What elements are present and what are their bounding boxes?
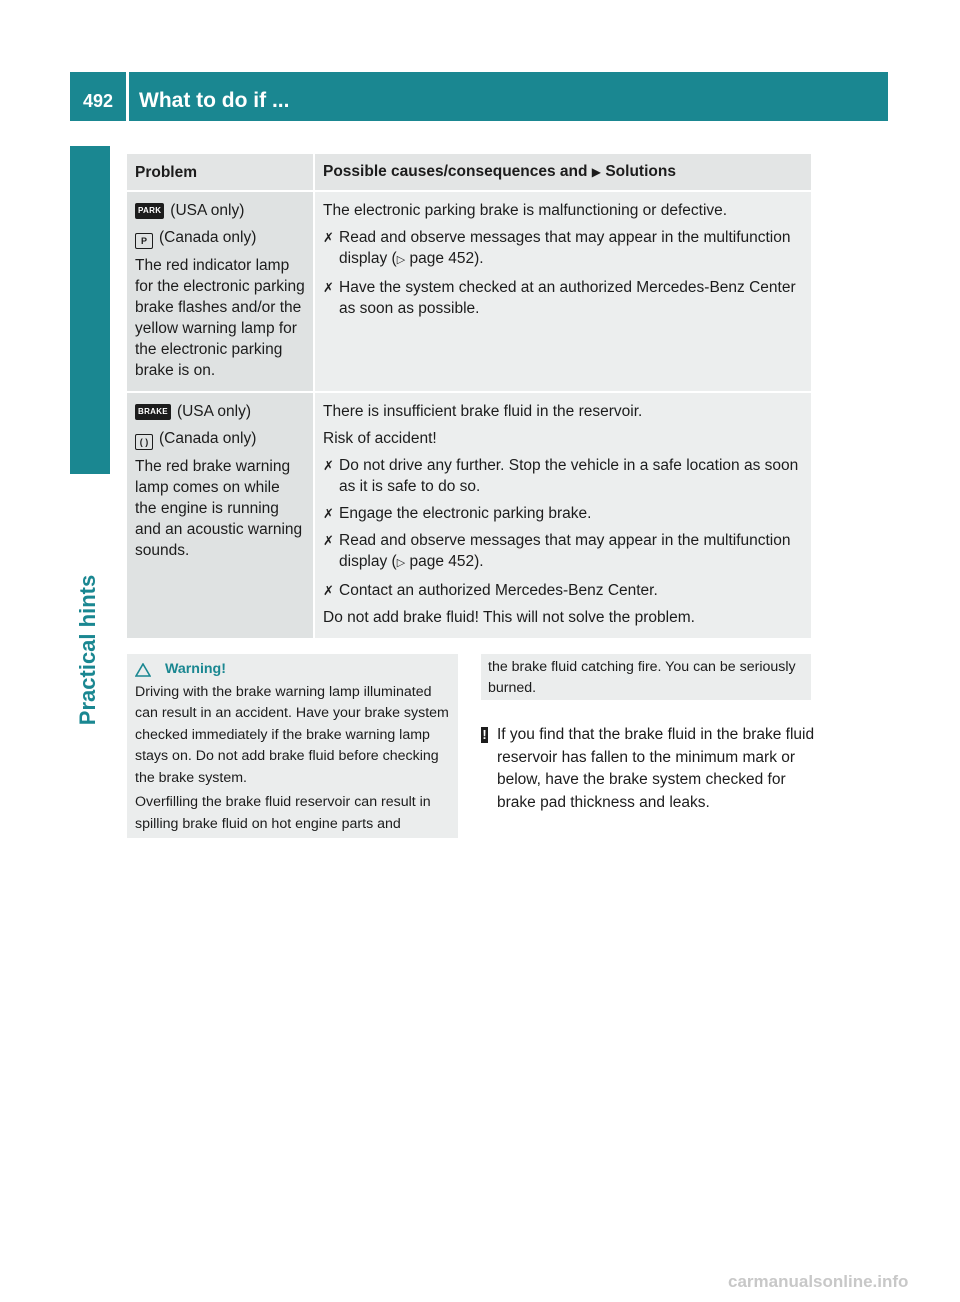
header-problem: Problem (127, 154, 313, 190)
problem-text: The red brake warning lamp comes on while the engine is running and an acoustic warning sounds. (135, 458, 303, 559)
bullet-text: Read and observe messages that may appear in the multifunction display ( (339, 229, 791, 267)
list-item (323, 227, 803, 271)
header-divider (126, 72, 129, 121)
warning-box (127, 654, 458, 838)
warning-heading (135, 659, 450, 681)
header-solutions-before: Possible causes/consequences and (323, 163, 588, 180)
header-solutions-after: Solutions (605, 163, 676, 180)
table-row (127, 391, 811, 638)
continuation-text: the brake fluid catching fire. You can be seriously burned. (488, 659, 796, 696)
arrow-icon: ▶ (591, 165, 602, 179)
footer-watermark: carmanualsonline.info (728, 1272, 909, 1291)
cause-text: The electronic parking brake is malfunctioning or defective. (323, 202, 728, 219)
page-number: 492 (82, 91, 114, 111)
warning-paragraph: Overfilling the brake fluid reservoir can result in spilling brake fluid on hot engine parts and (135, 794, 431, 832)
table-header-row (127, 154, 811, 190)
cause-text: There is insufficient brake fluid in the reservoir. (323, 403, 643, 420)
brake-circle-icon: ( ) (135, 434, 153, 450)
x-bullet-icon: ✗ (323, 533, 334, 548)
header-solutions (313, 154, 811, 190)
warning-triangle-icon (135, 663, 151, 677)
page-title: What to do if ... (139, 88, 290, 112)
bullet-text: page 452). (405, 250, 484, 267)
list-item (323, 530, 803, 574)
note (481, 724, 816, 814)
page-ref-triangle-icon: ▷ (396, 557, 406, 569)
list-item (323, 580, 803, 601)
table-row (127, 190, 811, 391)
bullet-text: Read and observe messages that may appear in the multifunction display ( (339, 532, 791, 570)
x-bullet-icon: ✗ (323, 583, 334, 598)
exclamation-icon: ! (482, 727, 487, 742)
park-lamp-icon: PARK (135, 203, 164, 219)
risk-text: Risk of accident! (323, 430, 437, 447)
bullet-text: Have the system checked at an authorized Mercedes-Benz Center as soon as possible. (339, 279, 796, 317)
list-item (323, 455, 803, 497)
x-bullet-icon: ✗ (323, 280, 334, 295)
x-bullet-icon: ✗ (323, 458, 334, 473)
solution-cell (313, 391, 811, 638)
warning-paragraph: Driving with the brake warning lamp illuminated can result in an accident. Have your brake system checked immediately if the brake warning lamp stays on. Do not add brake fluid before checking the brake system. (135, 683, 449, 786)
warning-continuation-box (481, 654, 811, 700)
bullet-text: Contact an authorized Mercedes-Benz Center. (339, 582, 658, 599)
bullet-text: Engage the electronic parking brake. (339, 505, 592, 522)
page-ref-triangle-icon: ▷ (396, 254, 406, 266)
lamp-note: (Canada only) (159, 229, 257, 246)
list-item (323, 503, 803, 524)
note-text: If you find that the brake fluid in the brake fluid reservoir has fallen to the minimum mark or below, have the brake system checked for brake pad thickness and leaks. (497, 726, 815, 811)
bullet-text: page 452). (405, 553, 484, 570)
lamp-note: (Canada only) (159, 430, 257, 447)
problem-table (127, 154, 811, 638)
bullet-text: Do not drive any further. Stop the vehicle in a safe location as soon as it is safe to do so. (339, 457, 799, 495)
warning-title: Warning! (165, 661, 226, 677)
lamp-note: (USA only) (170, 202, 245, 219)
brake-lamp-icon: BRAKE (135, 404, 171, 420)
side-tab (70, 146, 110, 474)
problem-cell (127, 391, 313, 638)
closing-text: Do not add brake fluid! This will not solve the problem. (323, 609, 695, 626)
lamp-note: (USA only) (176, 403, 252, 420)
problem-text: The red indicator lamp for the electronic parking brake flashes and/or the yellow warning lamp for the electronic parking brake is on. (135, 257, 305, 379)
parking-brake-circle-icon: P (135, 233, 153, 249)
x-bullet-icon: ✗ (323, 506, 334, 521)
problem-cell (127, 190, 313, 391)
x-bullet-icon: ✗ (323, 230, 334, 245)
side-tab-label: Practical hints (75, 574, 100, 726)
solution-cell (313, 190, 811, 391)
list-item (323, 277, 803, 319)
